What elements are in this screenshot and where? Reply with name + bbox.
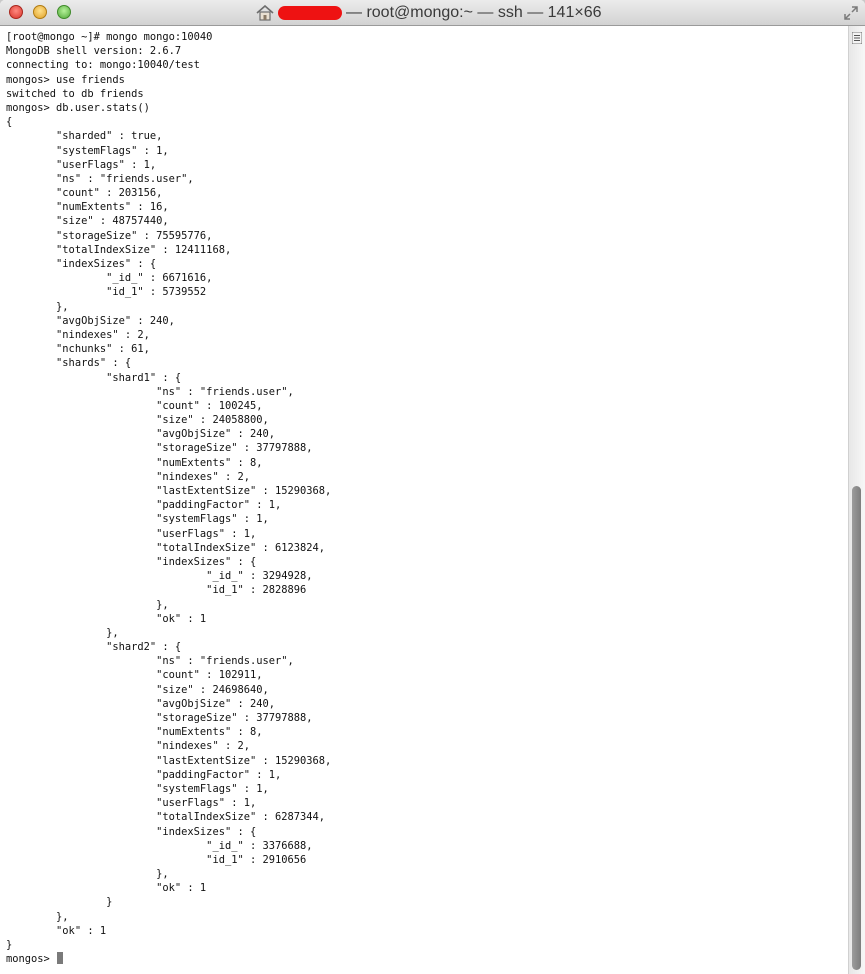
terminal-line: "_id_" : 3294928, xyxy=(6,570,313,583)
minimize-button[interactable] xyxy=(33,5,47,19)
terminal-line: "count" : 102911, xyxy=(6,669,263,682)
terminal-line: "systemFlags" : 1, xyxy=(6,782,269,795)
terminal-line: "_id_" : 3376688, xyxy=(6,839,313,852)
terminal-output[interactable] xyxy=(0,26,848,974)
terminal-line: }, xyxy=(6,868,169,881)
terminal-line: "ns" : "friends.user", xyxy=(6,172,194,185)
terminal-line: "nindexes" : 2, xyxy=(6,470,250,483)
terminal-line: mongos> use friends xyxy=(6,73,125,86)
terminal-line: "id_1" : 2910656 xyxy=(6,853,307,866)
terminal-line: "count" : 203156, xyxy=(6,187,163,200)
terminal-line: "ok" : 1 xyxy=(6,924,107,937)
terminal-line: "nindexes" : 2, xyxy=(6,740,250,753)
terminal-line: "ns" : "friends.user", xyxy=(6,385,294,398)
terminal-line: }, xyxy=(6,626,119,639)
terminal-line: "userFlags" : 1, xyxy=(6,158,157,171)
terminal-line: "ok" : 1 xyxy=(6,882,207,895)
terminal-line: "numExtents" : 8, xyxy=(6,726,263,739)
terminal-line: "shard1" : { xyxy=(6,371,182,384)
terminal-line: "totalIndexSize" : 12411168, xyxy=(6,243,232,256)
minimize-icon xyxy=(34,6,46,18)
terminal-line: switched to db friends xyxy=(6,87,144,100)
terminal-line: "avgObjSize" : 240, xyxy=(6,697,275,710)
terminal-line: "avgObjSize" : 240, xyxy=(6,314,175,327)
close-button[interactable] xyxy=(9,5,23,19)
terminal-line: [root@mongo ~]# mongo mongo:10040 xyxy=(6,31,213,43)
terminal-line: "numExtents" : 16, xyxy=(6,201,169,214)
terminal-line: "ok" : 1 xyxy=(6,612,207,625)
zoom-button[interactable] xyxy=(57,5,71,19)
terminal-line: "nchunks" : 61, xyxy=(6,343,150,356)
terminal-line: "paddingFactor" : 1, xyxy=(6,499,282,512)
vertical-scrollbar[interactable] xyxy=(848,26,865,974)
terminal-line: "totalIndexSize" : 6287344, xyxy=(6,811,326,824)
terminal-line: "storageSize" : 37797888, xyxy=(6,442,313,455)
window-title-text: — root@mongo:~ — ssh — 141×66 xyxy=(346,4,602,21)
text-cursor xyxy=(57,952,63,964)
terminal-line: "lastExtentSize" : 15290368, xyxy=(6,754,332,767)
terminal-line: "indexSizes" : { xyxy=(6,555,257,568)
terminal-line: "shards" : { xyxy=(6,357,132,370)
terminal-line: "avgObjSize" : 240, xyxy=(6,428,275,441)
terminal-line: } xyxy=(6,896,113,909)
terminal-line: mongos> db.user.stats() xyxy=(6,101,150,114)
terminal-line: }, xyxy=(6,300,69,313)
terminal-line: connecting to: mongo:10040/test xyxy=(6,59,200,72)
scroll-grip-icon xyxy=(852,29,862,41)
terminal-line: "size" : 24698640, xyxy=(6,683,269,696)
terminal-line: "systemFlags" : 1, xyxy=(6,513,269,526)
shell-prompt: mongos> xyxy=(6,953,57,966)
terminal-line: "size" : 24058800, xyxy=(6,414,269,427)
terminal-line: "indexSizes" : { xyxy=(6,825,257,838)
terminal-line: "userFlags" : 1, xyxy=(6,797,257,810)
terminal-line: "indexSizes" : { xyxy=(6,258,157,270)
terminal-line: "storageSize" : 37797888, xyxy=(6,712,313,724)
fullscreen-icon[interactable] xyxy=(843,5,859,21)
terminal-line: "systemFlags" : 1, xyxy=(6,144,169,157)
redacted-hostname xyxy=(278,6,342,20)
close-icon xyxy=(10,6,22,18)
terminal-line: "nindexes" : 2, xyxy=(6,328,150,341)
terminal-line: "id_1" : 2828896 xyxy=(6,584,307,597)
shell-prompt-line[interactable] xyxy=(6,952,331,966)
terminal-line: }, xyxy=(6,910,69,923)
terminal-line: "size" : 48757440, xyxy=(6,215,169,228)
terminal-line: "lastExtentSize" : 15290368, xyxy=(6,485,332,497)
terminal-line: "totalIndexSize" : 6123824, xyxy=(6,541,326,554)
zoom-icon xyxy=(58,6,70,18)
terminal-line: "shard2" : { xyxy=(6,641,182,654)
terminal-line: "paddingFactor" : 1, xyxy=(6,768,282,781)
terminal-line: }, xyxy=(6,598,169,611)
terminal-line: "storageSize" : 75595776, xyxy=(6,229,213,242)
terminal-line: "count" : 100245, xyxy=(6,399,263,412)
terminal-text xyxy=(6,30,331,966)
terminal-line: } xyxy=(6,939,13,951)
terminal-line: "sharded" : true, xyxy=(6,130,163,143)
title-bar[interactable] xyxy=(0,0,865,26)
terminal-line: "ns" : "friends.user", xyxy=(6,655,294,668)
terminal-line: MongoDB shell version: 2.6.7 xyxy=(6,45,182,58)
home-icon xyxy=(256,5,274,21)
terminal-line: { xyxy=(6,116,13,129)
terminal-line: "id_1" : 5739552 xyxy=(6,286,207,299)
terminal-line: "_id_" : 6671616, xyxy=(6,272,213,285)
terminal-line: "numExtents" : 8, xyxy=(6,456,263,469)
window-title xyxy=(256,2,601,24)
scroll-thumb[interactable] xyxy=(852,486,861,970)
terminal-line: "userFlags" : 1, xyxy=(6,527,257,540)
